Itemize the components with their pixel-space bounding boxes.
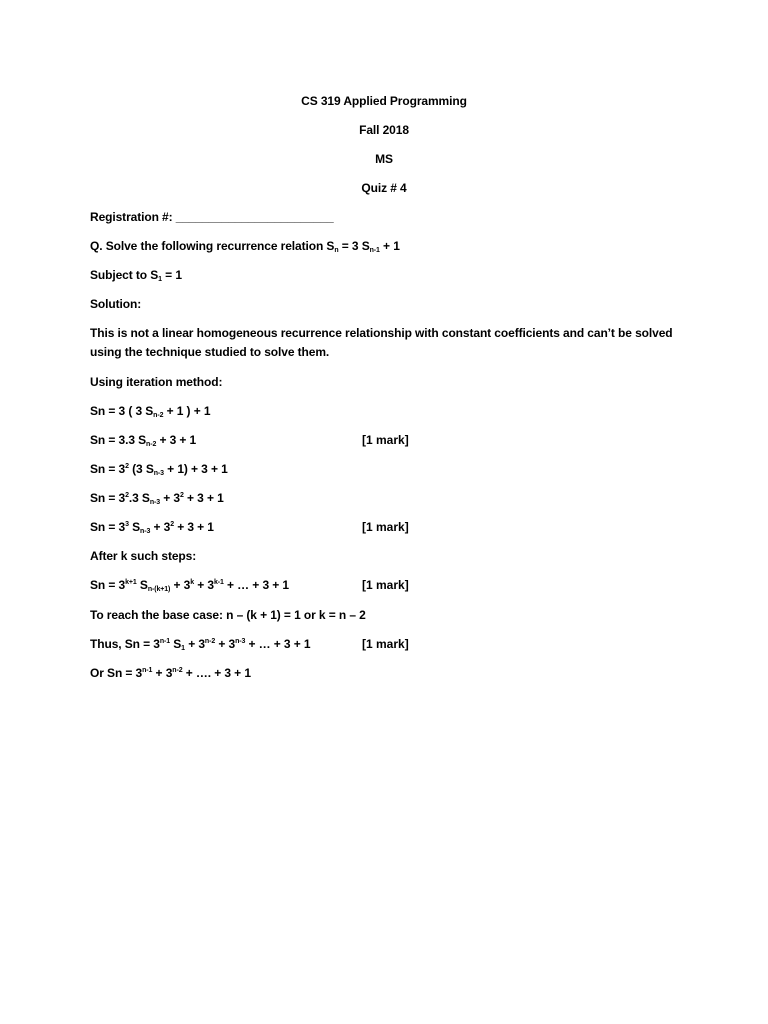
registration-field: Registration #: ________________________ — [90, 210, 334, 224]
mark-label: [1 mark] — [362, 520, 409, 534]
subscript: n-2 — [146, 441, 157, 448]
program: MS — [375, 152, 393, 166]
superscript: 2 — [125, 492, 129, 499]
question-mid: = 3 S — [338, 239, 370, 253]
step-text: + 3 + 1 — [173, 520, 214, 534]
subject-suffix: = 1 — [161, 268, 182, 282]
step-text: + 3 + 1 — [156, 433, 197, 447]
step-text: (3 S — [128, 462, 154, 476]
subject-condition — [90, 268, 182, 282]
method-label: Using iteration method: — [90, 375, 223, 389]
step-text: + 3 — [215, 637, 236, 651]
step-text: Or Sn = 3 — [90, 666, 143, 680]
superscript: k-1 — [213, 579, 224, 586]
subject-prefix: Subject to S — [90, 268, 159, 282]
solution-label: Solution: — [90, 297, 142, 311]
step-text: + 1) + 3 + 1 — [163, 462, 228, 476]
step-text: + 3 — [150, 520, 171, 534]
term: Fall 2018 — [359, 123, 409, 137]
subscript: n-3 — [153, 470, 164, 477]
final-result — [90, 666, 251, 680]
mark-label: [1 mark] — [362, 637, 409, 651]
note-paragraph: This is not a linear homogeneous recurrence relationship with constant coefficients and can’t be solved using the technique studied to solve them. — [90, 326, 673, 359]
step-text: + 3 — [152, 666, 173, 680]
subscript: 1 — [181, 645, 185, 652]
subscript: n — [334, 247, 339, 254]
question-prefix: Q. Solve the following recurrence relation S — [90, 239, 335, 253]
step-text: Sn = 3 ( 3 S — [90, 404, 154, 418]
step-1 — [90, 404, 210, 418]
after-label: After k such steps: — [90, 549, 197, 563]
superscript: 2 — [180, 492, 184, 499]
subscript: n-2 — [153, 412, 164, 419]
step-text: + 3 + 1 — [183, 491, 224, 505]
step-text: S — [170, 637, 182, 651]
superscript: 2 — [170, 521, 174, 528]
superscript: n-2 — [172, 667, 183, 674]
superscript: n-2 — [204, 638, 216, 645]
subscript: n-3 — [140, 528, 151, 535]
subscript: 1 — [158, 276, 162, 283]
step-text: S — [128, 520, 141, 534]
superscript: k — [190, 579, 195, 586]
step-text: S — [136, 578, 148, 592]
quiz-number: Quiz # 4 — [361, 181, 407, 195]
general-step — [90, 578, 289, 592]
superscript: k+1 — [125, 579, 137, 586]
step-text: Sn = 3 — [90, 578, 126, 592]
step-text: + …. + 3 + 1 — [182, 666, 251, 680]
base-case: To reach the base case: n – (k + 1) = 1 or k = n – 2 — [90, 608, 366, 622]
superscript: n-1 — [142, 667, 153, 674]
question-suffix: + 1 — [379, 239, 400, 253]
step-text: Sn = 3 — [90, 491, 126, 505]
superscript: n-1 — [159, 638, 171, 645]
step-4 — [90, 491, 224, 505]
superscript: n-3 — [235, 638, 246, 645]
mark-label: [1 mark] — [362, 578, 409, 592]
step-5 — [90, 520, 214, 534]
thus-step — [90, 637, 310, 651]
question — [90, 239, 400, 253]
subscript: n-1 — [369, 247, 380, 254]
step-text: + … + 3 + 1 — [245, 637, 311, 651]
superscript: 2 — [125, 463, 129, 470]
subscript: n-3 — [149, 499, 161, 506]
step-2 — [90, 433, 196, 447]
step-text: .3 S — [128, 491, 150, 505]
step-text: + 3 — [194, 578, 214, 592]
superscript: 3 — [125, 521, 129, 528]
subscript: n-(k+1) — [147, 586, 171, 593]
step-text: Sn = 3 — [90, 520, 126, 534]
step-text: Thus, Sn = 3 — [90, 637, 160, 651]
step-text: Sn = 3.3 S — [90, 433, 147, 447]
step-text: + 3 — [184, 637, 205, 651]
step-text: Sn = 3 — [90, 462, 126, 476]
step-text: + … + 3 + 1 — [223, 578, 289, 592]
mark-label: [1 mark] — [362, 433, 409, 447]
step-text: + 1 ) + 1 — [163, 404, 211, 418]
step-text: + 3 — [170, 578, 191, 592]
step-3 — [90, 462, 228, 476]
course-title: CS 319 Applied Programming — [301, 94, 467, 108]
step-text: + 3 — [160, 491, 180, 505]
